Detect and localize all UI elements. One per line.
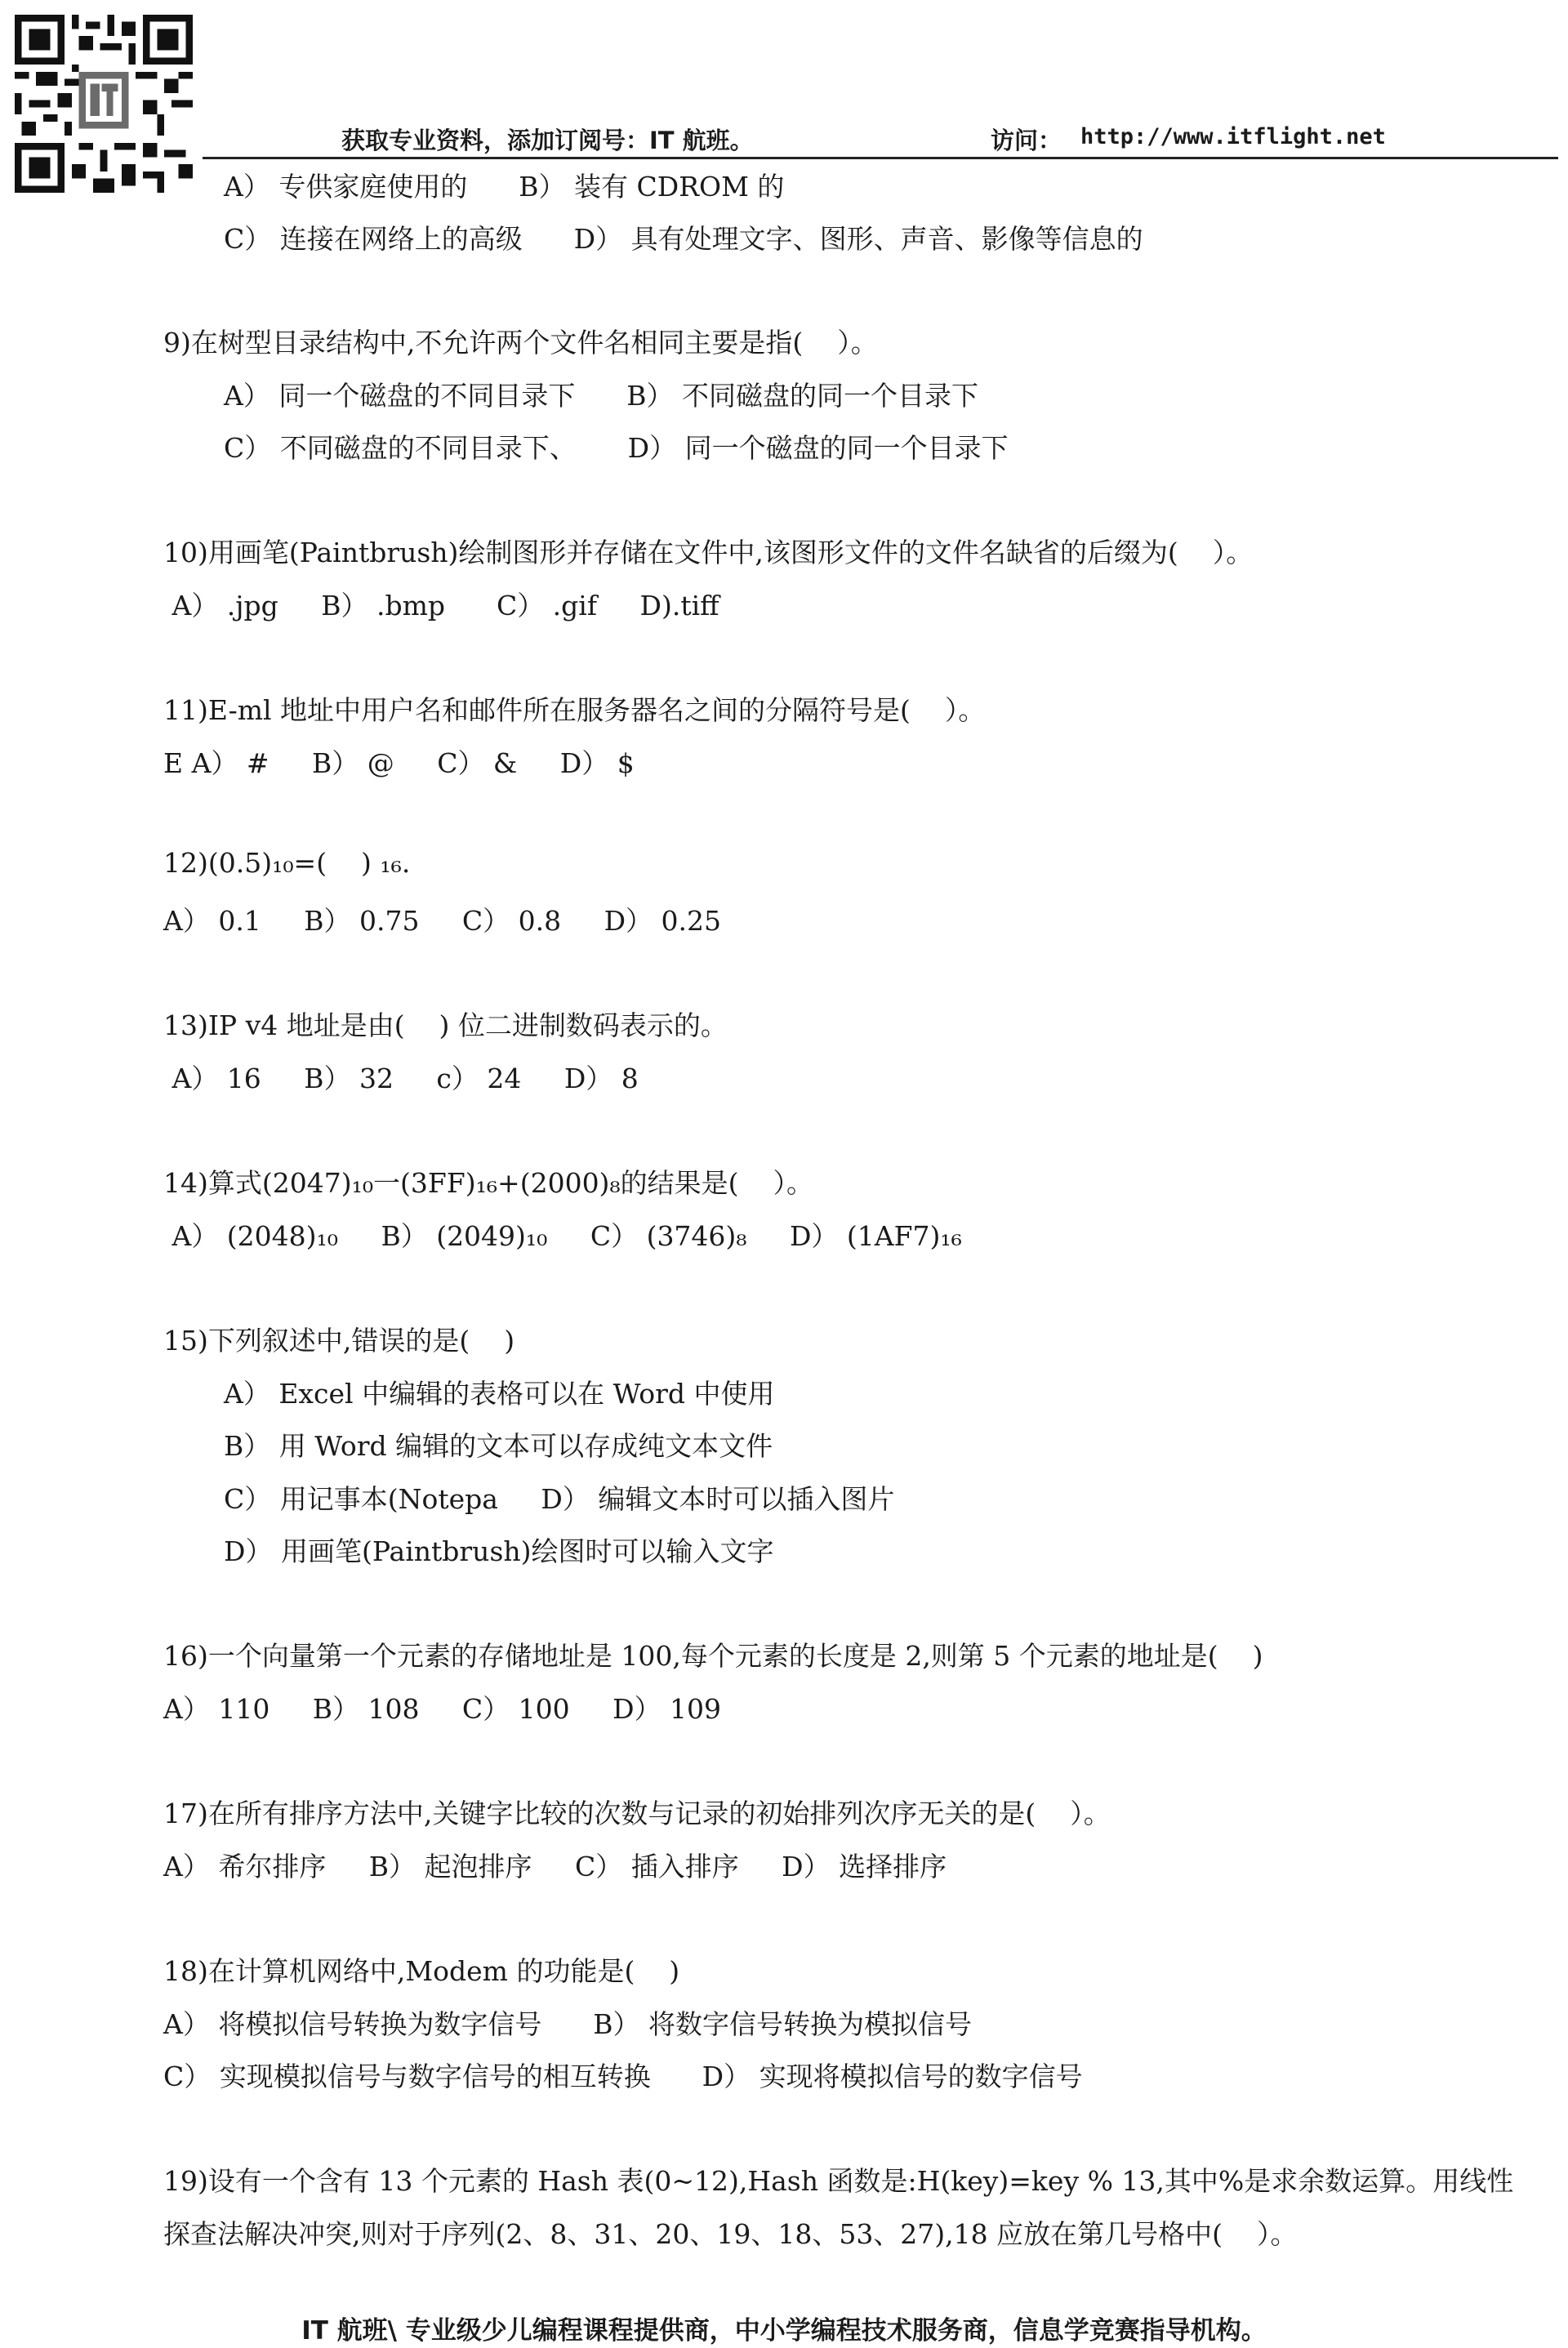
header-url-link[interactable]: http://www.itflight.net	[1080, 124, 1386, 149]
option-line: A） 16 B） 32 c） 24 D） 8	[163, 1063, 639, 1094]
option-line: A） 希尔排序 B） 起泡排序 C） 插入排序 D） 选择排序	[163, 1851, 947, 1882]
question-line: 探查法解决冲突,则对于序列(2、8、31、20、19、18、53、27),18 应放在第几号格中( ）。	[163, 2218, 1298, 2250]
question-line: 19)设有一个含有 13 个元素的 Hash 表(0~12),Hash 函数是:H(key)=key % 13,其中%是求余数运算。用线性	[163, 2165, 1514, 2197]
question-line: 13)IP v4 地址是由( ) 位二进制数码表示的。	[163, 1009, 728, 1041]
option-line: A） 同一个磁盘的不同目录下 B） 不同磁盘的同一个目录下	[224, 380, 978, 412]
question-line: 16)一个向量第一个元素的存储地址是 100,每个元素的长度是 2,则第 5 个元素的地址是( )	[163, 1640, 1263, 1672]
option-line: C） 连接在网络上的高级 D） 具有处理文字、图形、声音、影像等信息的	[224, 223, 1143, 255]
option-line: A） (2048)₁₀ B） (2049)₁₀ C） (3746)₈ D） (1AF7)₁₆	[163, 1220, 962, 1252]
question-line: 12)(0.5)₁₀=( ) ₁₆.	[163, 847, 411, 879]
question-line: 17)在所有排序方法中,关键字比较的次数与记录的初始排列次序无关的是( ）。	[163, 1798, 1111, 1829]
qr-code-icon	[15, 15, 193, 193]
header-promo: 获取专业资料，添加订阅号：IT 航班。	[341, 127, 754, 154]
option-line: B） 用 Word 编辑的文本可以存成纯文本文件	[224, 1430, 773, 1462]
option-line: E A） # B） @ C） & D） $	[163, 747, 635, 779]
option-line: A） 0.1 B） 0.75 C） 0.8 D） 0.25	[163, 905, 722, 937]
option-line: C） 实现模拟信号与数字信号的相互转换 D） 实现将模拟信号的数字信号	[163, 2061, 1083, 2092]
option-line: A） 将模拟信号转换为数字信号 B） 将数字信号转换为模拟信号	[163, 2008, 972, 2040]
option-line: A） 110 B） 108 C） 100 D） 109	[163, 1693, 722, 1725]
question-line: 10)用画笔(Paintbrush)绘制图形并存储在文件中,该图形文件的文件名缺省的后缀为( ）。	[163, 537, 1254, 568]
option-line: A） Excel 中编辑的表格可以在 Word 中使用	[224, 1378, 775, 1410]
question-line: 9)在树型目录结构中,不允许两个文件名相同主要是指( ）。	[163, 327, 878, 359]
option-line: A） 专供家庭使用的 B） 装有 CDROM 的	[224, 171, 785, 203]
option-line: A） .jpg B） .bmp C） .gif D).tiff	[163, 590, 719, 622]
option-line: C） 用记事本(Notepa D） 编辑文本时可以插入图片	[224, 1483, 895, 1515]
page-header	[203, 121, 1558, 159]
header-visit-label: 访问：	[991, 127, 1062, 154]
option-line: D） 用画笔(Paintbrush)绘图时可以输入文字	[224, 1535, 774, 1567]
question-line: 18)在计算机网络中,Modem 的功能是( )	[163, 1955, 680, 1987]
page-footer: IT 航班\ 专业级少儿编程课程提供商，中小学编程技术服务商，信息学竞赛指导机构。	[301, 2316, 1267, 2346]
option-line: C） 不同磁盘的不同目录下、 D） 同一个磁盘的同一个目录下	[224, 432, 1009, 464]
question-line: 14)算式(2047)₁₀一(3FF)₁₆+(2000)₈的结果是( ）。	[163, 1167, 813, 1199]
question-line: 15)下列叙述中,错误的是( )	[163, 1325, 515, 1357]
question-line: 11)E-ml 地址中用户名和邮件所在服务器名之间的分隔符号是( ）。	[163, 694, 986, 726]
